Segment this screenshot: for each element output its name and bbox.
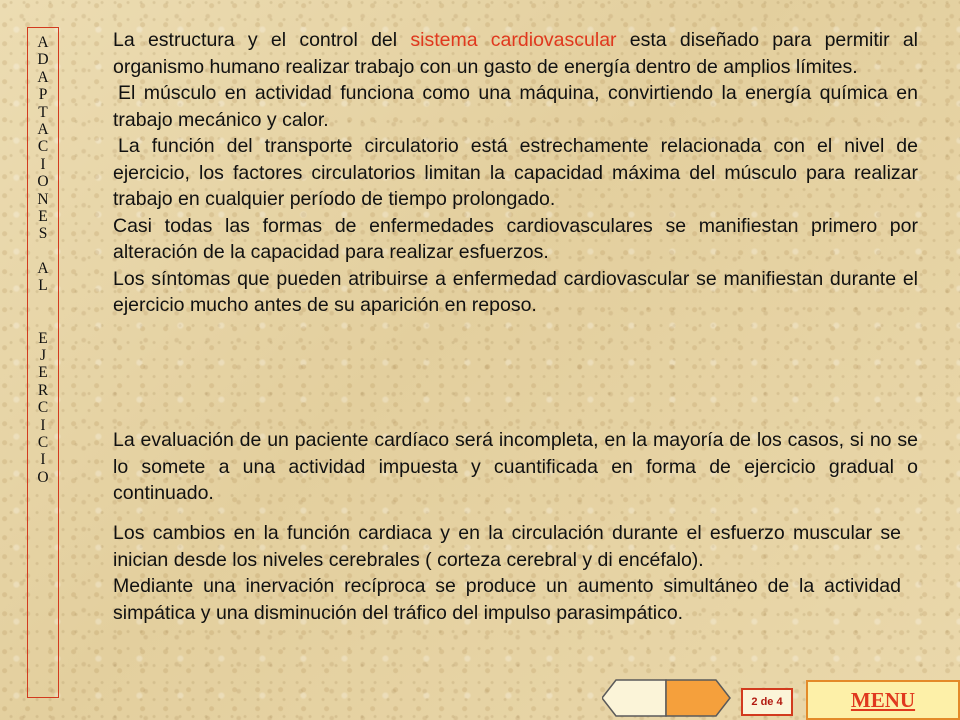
vertical-title-letter: E — [38, 364, 48, 382]
vertical-title-letter: I — [40, 416, 46, 434]
main-text-block — [113, 27, 918, 319]
vertical-title-letter: R — [37, 381, 49, 399]
paragraph-1: La estructura y el control del sistema cardiovascular esta diseñado para permitir al organismo humano realizar trabajo con un gasto de energía dentro de amplios límites. — [113, 29, 918, 78]
vertical-title-letter: I — [40, 451, 46, 469]
paragraph-6: La evaluación de un paciente cardíaco será incompleta, en la mayoría de los casos, si no se lo somete a una actividad impuesta y cuantificada en forma de ejercicio gradual o continuado. — [113, 429, 918, 504]
nav-arrows — [602, 678, 732, 718]
paragraph-7: Los cambios en la función cardiaca y en la circulación durante el esfuerzo muscular se inician desde los niveles cerebrales ( corteza cerebral y di encéfalo). — [113, 522, 901, 571]
vertical-title-letter: J — [39, 347, 47, 365]
paragraph-3: La función del transporte circulatorio está estrechamente relacionada con el nivel de ejercicio, los factores circulatorios limitan la capacidad máxima del músculo para realizar trabajo en cualquier período de tiempo prolongado. — [113, 135, 918, 210]
vertical-title-letter: E — [38, 207, 48, 225]
vertical-title-letter: E — [38, 329, 48, 347]
vertical-title-letter: O — [37, 173, 49, 191]
paragraph-4: Casi todas las formas de enfermedades cardiovasculares se manifiestan primero por alteración de la capacidad para realizar esfuerzos. — [113, 214, 918, 263]
next-arrow-icon[interactable] — [666, 680, 730, 716]
page-indicator: 2 de 4 — [741, 688, 793, 716]
vertical-title — [27, 27, 59, 698]
menu-button[interactable]: MENU — [806, 680, 960, 720]
paragraph-8: Mediante una inervación recíproca se produce un aumento simultáneo de la actividad simpática y una disminución del tráfico del impulso parasimpático. — [113, 575, 901, 624]
vertical-title-letter: O — [37, 468, 49, 486]
text-block-evaluation — [113, 427, 918, 507]
vertical-title-letter: A — [37, 260, 49, 278]
vertical-title-letter: A — [37, 34, 49, 51]
vertical-title-letter: C — [37, 433, 49, 451]
vertical-title-letter: C — [37, 399, 49, 417]
highlight-term: sistema cardiovascular — [410, 29, 617, 51]
vertical-title-letter: N — [37, 190, 49, 208]
vertical-title-letter: A — [37, 68, 49, 86]
prev-arrow-icon[interactable] — [602, 680, 666, 716]
vertical-title-letter: P — [38, 86, 48, 104]
paragraph-2: El músculo en actividad funciona como una máquina, convirtiendo la energía química en trabajo mecánico y calor. — [113, 82, 918, 131]
paragraph-5: Los síntomas que pueden atribuirse a enfermedad cardiovascular se manifiestan durante el ejercicio mucho antes de su aparición en reposo. — [113, 267, 918, 316]
vertical-title-letter: L — [38, 277, 48, 295]
vertical-title-letter: I — [40, 155, 46, 173]
vertical-title-letter: A — [37, 120, 49, 138]
vertical-title-letter: C — [37, 138, 49, 156]
vertical-title-letter: D — [37, 51, 49, 69]
vertical-title-letter: T — [38, 103, 48, 121]
vertical-title-letter: S — [38, 225, 48, 243]
text-block-changes — [113, 520, 901, 626]
